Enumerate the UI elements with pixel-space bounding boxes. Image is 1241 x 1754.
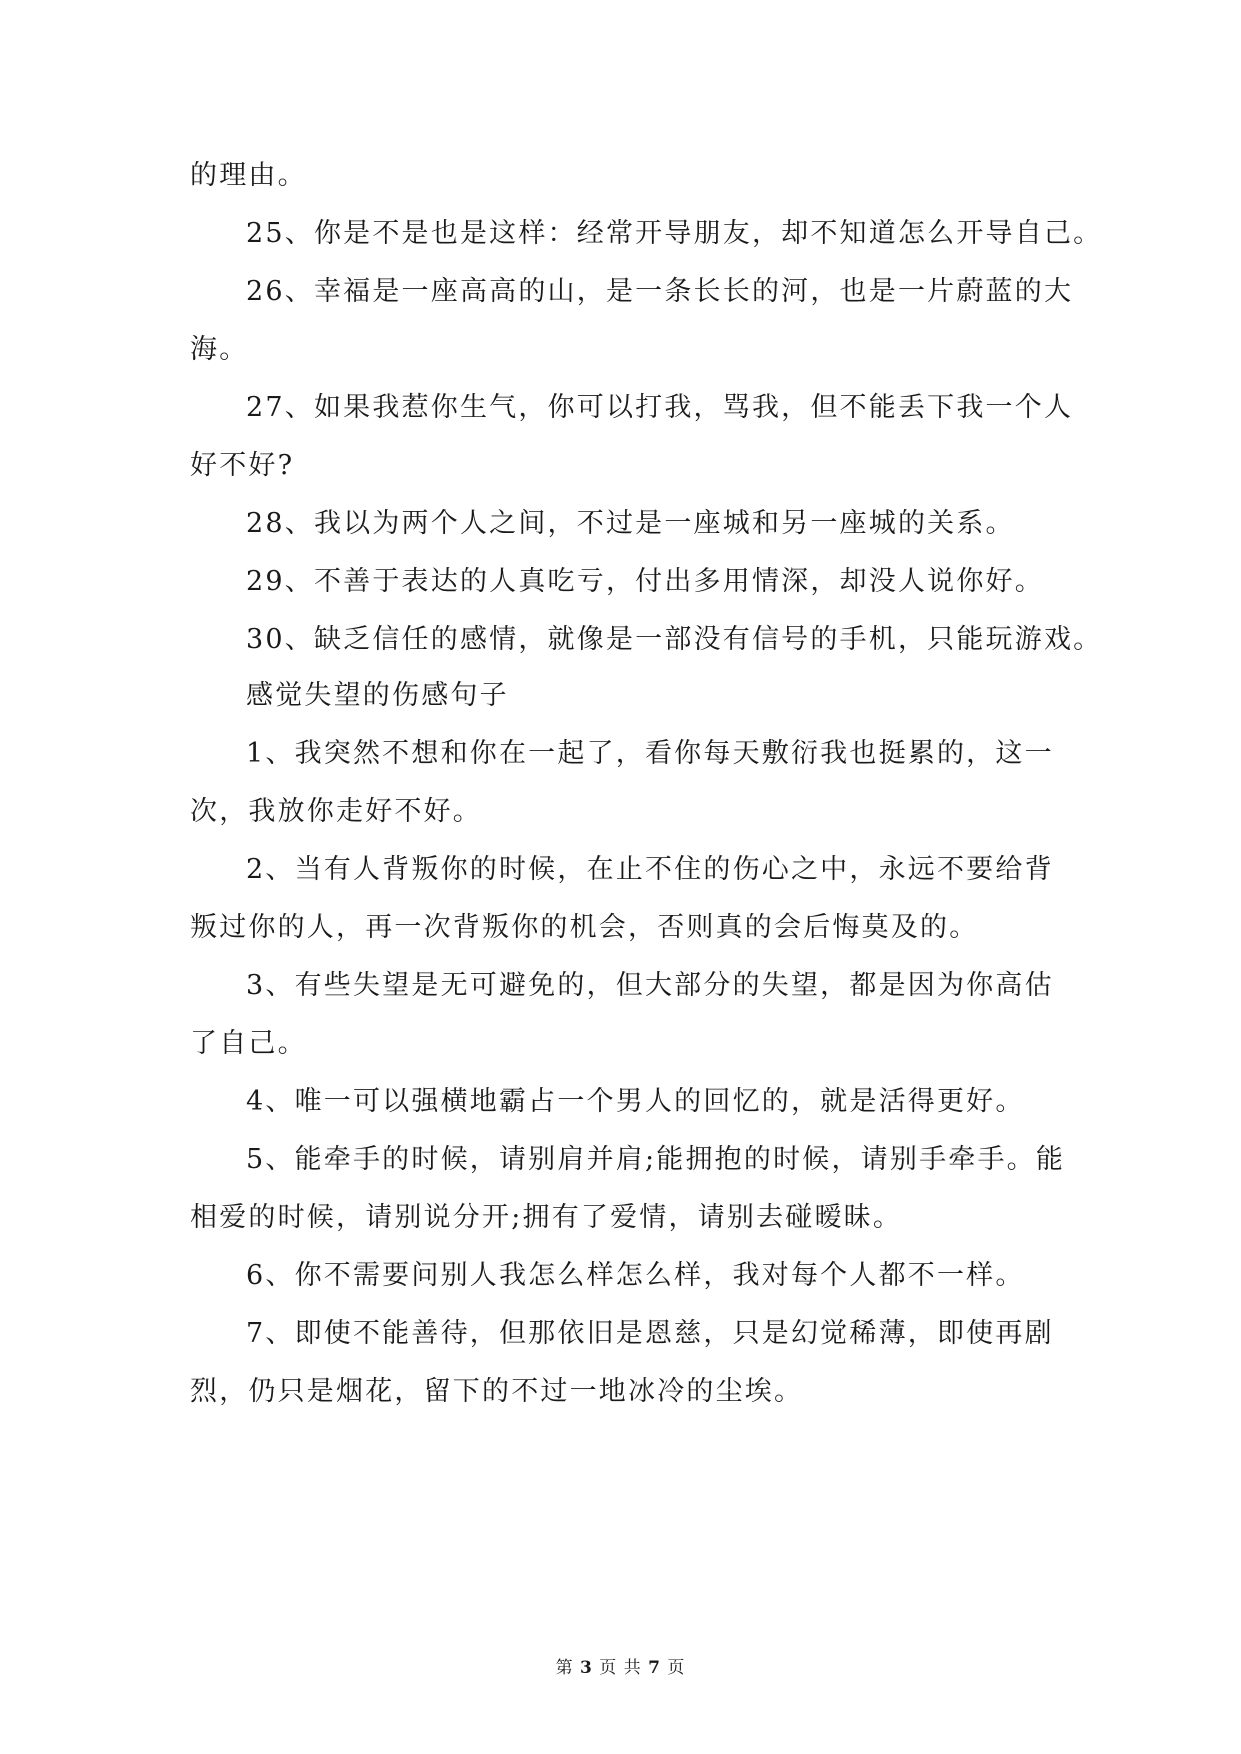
- text-line: 30、缺乏信任的感情，就像是一部没有信号的手机，只能玩游戏。: [246, 624, 1103, 655]
- footer-prefix: 第: [555, 1658, 574, 1678]
- text-line: 2、当有人背叛你的时候，在止不住的伤心之中，永远不要给背: [246, 854, 1054, 885]
- current-page-number: 3: [580, 1658, 593, 1678]
- text-line: 27、如果我惹你生气，你可以打我，骂我，但不能丢下我一个人: [246, 392, 1074, 423]
- page-footer: [0, 1657, 1241, 1679]
- text-line: 的理由。: [190, 160, 307, 191]
- text-line: 好不好?: [190, 450, 295, 481]
- section-heading: 感觉失望的伤感句子: [246, 680, 509, 711]
- footer-middle: 页 共: [599, 1658, 642, 1678]
- total-pages-number: 7: [648, 1658, 661, 1678]
- text-line: 28、我以为两个人之间，不过是一座城和另一座城的关系。: [246, 508, 1015, 539]
- text-line: 3、有些失望是无可避免的，但大部分的失望，都是因为你高估: [246, 970, 1054, 1001]
- text-line: 29、不善于表达的人真吃亏，付出多用情深，却没人说你好。: [246, 566, 1044, 597]
- footer-suffix: 页: [667, 1658, 686, 1678]
- text-line: 海。: [190, 334, 249, 365]
- text-line: 相爱的时候，请别说分开;拥有了爱情，请别去碰暧昧。: [190, 1202, 903, 1233]
- text-line: 次，我放你走好不好。: [190, 796, 482, 827]
- text-line: 5、能牵手的时候，请别肩并肩;能拥抱的时候，请别手牵手。能: [246, 1144, 1066, 1175]
- text-line: 1、我突然不想和你在一起了，看你每天敷衍我也挺累的，这一: [246, 738, 1054, 769]
- text-line: 烈，仍只是烟花，留下的不过一地冰冷的尘埃。: [190, 1376, 804, 1407]
- text-line: 6、你不需要问别人我怎么样怎么样，我对每个人都不一样。: [246, 1260, 1025, 1291]
- text-line: 叛过你的人，再一次背叛你的机会，否则真的会后悔莫及的。: [190, 912, 979, 943]
- text-line: 了自己。: [190, 1028, 307, 1059]
- text-line: 25、你是不是也是这样：经常开导朋友，却不知道怎么开导自己。: [246, 218, 1103, 249]
- text-line: 7、即使不能善待，但那依旧是恩慈，只是幻觉稀薄，即使再剧: [246, 1318, 1054, 1349]
- text-line: 26、幸福是一座高高的山，是一条长长的河，也是一片蔚蓝的大: [246, 276, 1074, 307]
- text-line: 4、唯一可以强横地霸占一个男人的回忆的，就是活得更好。: [246, 1086, 1025, 1117]
